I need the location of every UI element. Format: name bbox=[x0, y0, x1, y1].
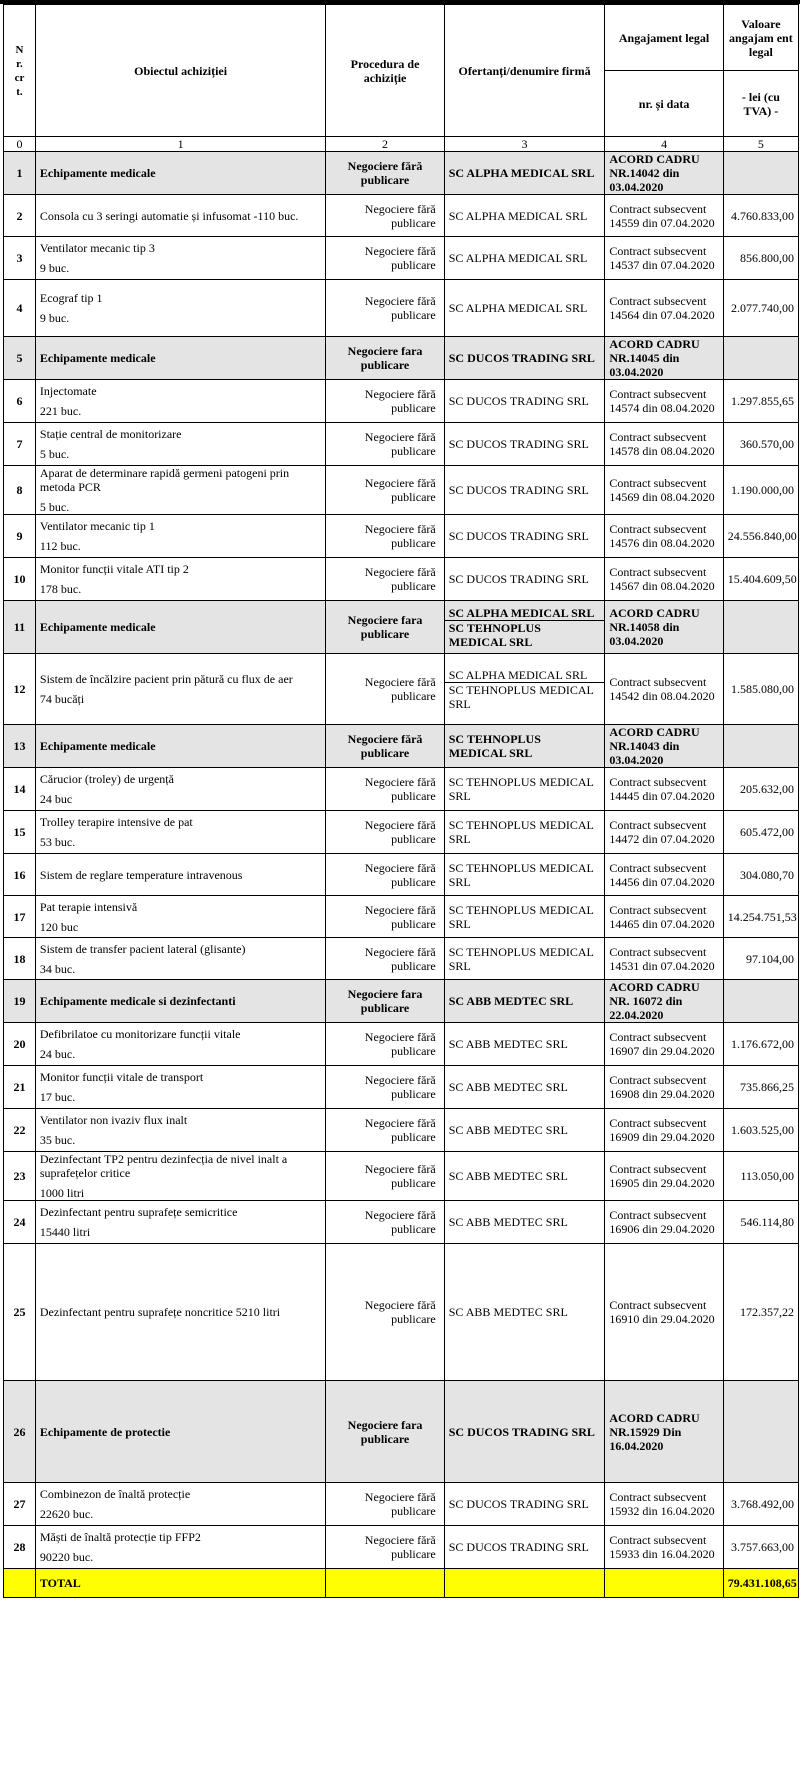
header-obiect: Obiectul achiziției bbox=[35, 5, 325, 137]
object-quantity: 9 buc. bbox=[39, 311, 70, 325]
object-name: Defibrilatoe cu monitorizare funcții vitale bbox=[39, 1027, 241, 1041]
row-number: 4 bbox=[4, 280, 36, 337]
object-name: Consola cu 3 seringi automatie și infusomat -110 buc. bbox=[39, 208, 299, 223]
value-cell: 304.080,70 bbox=[723, 854, 798, 896]
object-name: Echipamente medicale bbox=[39, 620, 156, 634]
object-name: Măști de înaltă protecție tip FFP2 bbox=[39, 1530, 201, 1544]
row-number: 9 bbox=[4, 515, 36, 558]
group-row bbox=[4, 601, 799, 654]
row-number: 19 bbox=[4, 980, 36, 1023]
legal-commitment-cell: Contract subsecvent 14569 din 08.04.2020 bbox=[605, 466, 723, 515]
table-row bbox=[4, 654, 799, 725]
column-index-row bbox=[4, 137, 799, 152]
procedure-cell: Negociere fără publicare bbox=[326, 1244, 444, 1381]
table-row bbox=[4, 280, 799, 337]
procedure-cell: Negociere fara publicare bbox=[326, 1381, 444, 1483]
object-quantity: 53 buc. bbox=[39, 835, 76, 849]
legal-commitment-cell: ACORD CADRU NR. 16072 din 22.04.2020 bbox=[605, 980, 723, 1023]
table-row bbox=[4, 854, 799, 896]
row-number: 1 bbox=[4, 152, 36, 195]
procedure-cell: Negociere fără publicare bbox=[326, 423, 444, 466]
value-cell: 1.190.000,00 bbox=[723, 466, 798, 515]
row-number: 3 bbox=[4, 237, 36, 280]
row-number: 22 bbox=[4, 1109, 36, 1152]
total-label: TOTAL bbox=[35, 1569, 325, 1598]
supplier-cell: SC ABB MEDTEC SRL bbox=[444, 1023, 605, 1066]
object-name: Sistem de transfer pacient lateral (glisante) bbox=[39, 941, 246, 956]
object-cell bbox=[35, 1201, 325, 1244]
supplier-cell bbox=[444, 601, 605, 654]
value-cell: 3.757.663,00 bbox=[723, 1526, 798, 1569]
object-name: Ventilator mecanic tip 1 bbox=[39, 519, 155, 533]
table-row bbox=[4, 515, 799, 558]
object-cell bbox=[35, 1526, 325, 1569]
legal-commitment-cell: ACORD CADRU NR.14043 din 03.04.2020 bbox=[605, 725, 723, 768]
table-row bbox=[4, 237, 799, 280]
legal-commitment-cell: Contract subsecvent 16909 din 29.04.2020 bbox=[605, 1109, 723, 1152]
total-value: 79.431.108,65 bbox=[723, 1569, 798, 1598]
col-index: 5 bbox=[723, 137, 798, 152]
object-name: Cărucior (troley) de urgență bbox=[39, 772, 174, 786]
row-number: 16 bbox=[4, 854, 36, 896]
supplier-cell: SC DUCOS TRADING SRL bbox=[444, 423, 605, 466]
procedure-cell: Negociere fara publicare bbox=[326, 601, 444, 654]
object-cell bbox=[35, 280, 325, 337]
supplier-cell: SC DUCOS TRADING SRL bbox=[444, 1526, 605, 1569]
legal-commitment-cell: Contract subsecvent 14574 din 08.04.2020 bbox=[605, 380, 723, 423]
object-name: Injectomate bbox=[39, 384, 97, 398]
procedure-cell: Negociere fara publicare bbox=[326, 337, 444, 380]
object-name: Echipamente medicale bbox=[39, 166, 156, 180]
object-cell bbox=[35, 938, 325, 980]
object-name: Stație central de monitorizare bbox=[39, 427, 182, 441]
total-empty-cell bbox=[326, 1569, 444, 1598]
total-empty-cell bbox=[444, 1569, 605, 1598]
value-cell: 1.297.855,65 bbox=[723, 380, 798, 423]
legal-commitment-cell: ACORD CADRU NR.14058 din 03.04.2020 bbox=[605, 601, 723, 654]
supplier-cell: SC ABB MEDTEC SRL bbox=[444, 980, 605, 1023]
object-cell bbox=[35, 601, 325, 654]
group-row bbox=[4, 337, 799, 380]
supplier-cell bbox=[444, 654, 605, 725]
object-quantity: 22620 buc. bbox=[39, 1507, 94, 1521]
object-cell bbox=[35, 237, 325, 280]
table-row bbox=[4, 1201, 799, 1244]
supplier-cell: SC DUCOS TRADING SRL bbox=[444, 1381, 605, 1483]
supplier-name-2: SC TEHNOPLUS MEDICAL SRL bbox=[445, 620, 605, 649]
object-cell bbox=[35, 1023, 325, 1066]
value-cell: 546.114,80 bbox=[723, 1201, 798, 1244]
header-angajament: Angajament legal bbox=[605, 5, 723, 71]
object-cell bbox=[35, 380, 325, 423]
object-name: Trolley terapire intensive de pat bbox=[39, 815, 193, 829]
legal-commitment-cell: Contract subsecvent 15933 din 16.04.2020 bbox=[605, 1526, 723, 1569]
supplier-name: SC ALPHA MEDICAL SRL bbox=[448, 605, 595, 620]
object-cell bbox=[35, 1066, 325, 1109]
object-quantity: 221 buc. bbox=[39, 404, 82, 418]
value-cell: 113.050,00 bbox=[723, 1152, 798, 1201]
total-empty-cell bbox=[4, 1569, 36, 1598]
legal-commitment-cell: Contract subsecvent 14531 din 07.04.2020 bbox=[605, 938, 723, 980]
object-quantity: 112 buc. bbox=[39, 539, 81, 553]
group-row bbox=[4, 1381, 799, 1483]
object-quantity: 15440 litri bbox=[39, 1225, 91, 1239]
col-index: 2 bbox=[326, 137, 444, 152]
row-number: 13 bbox=[4, 725, 36, 768]
object-cell bbox=[35, 654, 325, 725]
value-cell: 172.357,22 bbox=[723, 1244, 798, 1381]
object-name: Echipamente de protectie bbox=[39, 1424, 171, 1439]
object-quantity: 178 buc. bbox=[39, 582, 82, 596]
object-cell bbox=[35, 195, 325, 237]
procedure-cell: Negociere fără publicare bbox=[326, 237, 444, 280]
table-row bbox=[4, 938, 799, 980]
procedure-cell: Negociere fără publicare bbox=[326, 811, 444, 854]
value-cell: 15.404.609,50 bbox=[723, 558, 798, 601]
row-number: 7 bbox=[4, 423, 36, 466]
legal-commitment-cell: Contract subsecvent 14472 din 07.04.2020 bbox=[605, 811, 723, 854]
legal-commitment-cell: Contract subsecvent 14578 din 08.04.2020 bbox=[605, 423, 723, 466]
supplier-cell: SC DUCOS TRADING SRL bbox=[444, 337, 605, 380]
object-name: Dezinfectant pentru suprafețe semicritice bbox=[39, 1205, 238, 1219]
header-nr: N r. cr t. bbox=[4, 5, 36, 137]
object-quantity: 35 buc. bbox=[39, 1133, 76, 1147]
object-quantity: 1000 litri bbox=[39, 1186, 85, 1200]
value-cell: 856.800,00 bbox=[723, 237, 798, 280]
object-name: Echipamente medicale bbox=[39, 351, 156, 365]
legal-commitment-cell: Contract subsecvent 14567 din 08.04.2020 bbox=[605, 558, 723, 601]
value-cell: 1.176.672,00 bbox=[723, 1023, 798, 1066]
row-number: 24 bbox=[4, 1201, 36, 1244]
supplier-name: SC ALPHA MEDICAL SRL bbox=[448, 667, 588, 682]
procedure-cell: Negociere fără publicare bbox=[326, 768, 444, 811]
object-cell bbox=[35, 896, 325, 938]
table-row bbox=[4, 896, 799, 938]
procedure-cell: Negociere fără publicare bbox=[326, 1201, 444, 1244]
object-cell bbox=[35, 980, 325, 1023]
row-number: 23 bbox=[4, 1152, 36, 1201]
supplier-cell: SC DUCOS TRADING SRL bbox=[444, 466, 605, 515]
table-row bbox=[4, 1526, 799, 1569]
value-cell: 3.768.492,00 bbox=[723, 1483, 798, 1526]
object-cell bbox=[35, 515, 325, 558]
table-row bbox=[4, 1066, 799, 1109]
object-quantity: 17 buc. bbox=[39, 1090, 76, 1104]
header-procedura: Procedura de achiziție bbox=[326, 5, 444, 137]
procedure-cell: Negociere fără publicare bbox=[326, 152, 444, 195]
supplier-cell: SC DUCOS TRADING SRL bbox=[444, 515, 605, 558]
legal-commitment-cell: Contract subsecvent 14559 din 07.04.2020 bbox=[605, 195, 723, 237]
table-row bbox=[4, 380, 799, 423]
procedure-cell: Negociere fără publicare bbox=[326, 854, 444, 896]
object-cell bbox=[35, 152, 325, 195]
row-number: 10 bbox=[4, 558, 36, 601]
row-number: 15 bbox=[4, 811, 36, 854]
legal-commitment-cell: Contract subsecvent 15932 din 16.04.2020 bbox=[605, 1483, 723, 1526]
value-cell bbox=[723, 601, 798, 654]
legal-commitment-cell: Contract subsecvent 16908 din 29.04.2020 bbox=[605, 1066, 723, 1109]
supplier-cell: SC ABB MEDTEC SRL bbox=[444, 1152, 605, 1201]
value-cell: 1.603.525,00 bbox=[723, 1109, 798, 1152]
object-name: Ventilator non ivaziv flux inalt bbox=[39, 1113, 188, 1127]
row-number: 18 bbox=[4, 938, 36, 980]
object-name: Dezinfectant TP2 pentru dezinfecția de nivel inalt a suprafețelor critice bbox=[39, 1152, 288, 1180]
procedure-cell: Negociere fără publicare bbox=[326, 558, 444, 601]
object-name: Sistem de reglare temperature intravenous bbox=[39, 867, 243, 882]
col-index: 1 bbox=[35, 137, 325, 152]
supplier-cell: SC TEHNOPLUS MEDICAL SRL bbox=[444, 938, 605, 980]
procedure-cell: Negociere fără publicare bbox=[326, 896, 444, 938]
object-quantity: 24 buc. bbox=[39, 1047, 76, 1061]
procedure-cell: Negociere fără publicare bbox=[326, 1152, 444, 1201]
legal-commitment-cell: Contract subsecvent 16905 din 29.04.2020 bbox=[605, 1152, 723, 1201]
table-row bbox=[4, 1152, 799, 1201]
value-cell: 24.556.840,00 bbox=[723, 515, 798, 558]
object-name: Ventilator mecanic tip 3 bbox=[39, 241, 155, 255]
row-number: 17 bbox=[4, 896, 36, 938]
supplier-cell: SC TEHNOPLUS MEDICAL SRL bbox=[444, 854, 605, 896]
table-row bbox=[4, 811, 799, 854]
table-row bbox=[4, 466, 799, 515]
object-quantity: 24 buc bbox=[39, 792, 73, 806]
table-row bbox=[4, 423, 799, 466]
supplier-cell: SC DUCOS TRADING SRL bbox=[444, 1483, 605, 1526]
procedure-cell: Negociere fără publicare bbox=[326, 280, 444, 337]
object-name: Sistem de încălzire pacient prin pătură cu flux de aer bbox=[39, 672, 293, 686]
row-number: 6 bbox=[4, 380, 36, 423]
value-cell: 1.585.080,00 bbox=[723, 654, 798, 725]
object-name: Echipamente medicale bbox=[39, 739, 156, 753]
object-quantity: 34 buc. bbox=[39, 961, 76, 976]
object-cell bbox=[35, 1109, 325, 1152]
procedure-cell: Negociere fără publicare bbox=[326, 1526, 444, 1569]
object-cell bbox=[35, 1152, 325, 1201]
table-row bbox=[4, 1023, 799, 1066]
legal-commitment-cell: Contract subsecvent 14542 din 08.04.2020 bbox=[605, 654, 723, 725]
object-cell bbox=[35, 1483, 325, 1526]
object-quantity: 74 bucăți bbox=[39, 692, 85, 706]
value-cell bbox=[723, 1381, 798, 1483]
header-nr-data: nr. și data bbox=[605, 71, 723, 137]
object-cell bbox=[35, 1381, 325, 1483]
row-number: 26 bbox=[4, 1381, 36, 1483]
legal-commitment-cell: Contract subsecvent 14456 din 07.04.2020 bbox=[605, 854, 723, 896]
object-name: Pat terapie intensivă bbox=[39, 899, 138, 914]
table-row bbox=[4, 558, 799, 601]
supplier-cell: SC ALPHA MEDICAL SRL bbox=[444, 280, 605, 337]
value-cell: 605.472,00 bbox=[723, 811, 798, 854]
object-name: Dezinfectant pentru suprafețe noncritice 5210 litri bbox=[39, 1305, 281, 1319]
procedure-cell: Negociere fără publicare bbox=[326, 1023, 444, 1066]
legal-commitment-cell: Contract subsecvent 14465 din 07.04.2020 bbox=[605, 896, 723, 938]
value-cell: 735.866,25 bbox=[723, 1066, 798, 1109]
table-row bbox=[4, 1244, 799, 1381]
value-cell bbox=[723, 725, 798, 768]
supplier-cell: SC TEHNOPLUS MEDICAL SRL bbox=[444, 811, 605, 854]
supplier-cell: SC ABB MEDTEC SRL bbox=[444, 1201, 605, 1244]
legal-commitment-cell: Contract subsecvent 14445 din 07.04.2020 bbox=[605, 768, 723, 811]
total-row bbox=[4, 1569, 799, 1598]
total-empty-cell bbox=[605, 1569, 723, 1598]
procedure-cell: Negociere fără publicare bbox=[326, 725, 444, 768]
value-cell: 360.570,00 bbox=[723, 423, 798, 466]
col-index: 0 bbox=[4, 137, 36, 152]
object-cell bbox=[35, 1244, 325, 1381]
object-name: Echipamente medicale si dezinfectanti bbox=[39, 994, 236, 1008]
row-number: 14 bbox=[4, 768, 36, 811]
procedure-cell: Negociere fără publicare bbox=[326, 380, 444, 423]
supplier-cell: SC TEHNOPLUS MEDICAL SRL bbox=[444, 768, 605, 811]
object-name: Monitor funcții vitale ATI tip 2 bbox=[39, 562, 189, 576]
object-cell bbox=[35, 558, 325, 601]
object-cell bbox=[35, 423, 325, 466]
supplier-cell: SC ABB MEDTEC SRL bbox=[444, 1109, 605, 1152]
procedure-cell: Negociere fără publicare bbox=[326, 466, 444, 515]
table-row bbox=[4, 195, 799, 237]
object-quantity: 5 buc. bbox=[39, 447, 70, 461]
procedure-cell: Negociere fără publicare bbox=[326, 938, 444, 980]
object-cell bbox=[35, 854, 325, 896]
supplier-cell: SC TEHNOPLUS MEDICAL SRL bbox=[444, 896, 605, 938]
table-row bbox=[4, 1109, 799, 1152]
legal-commitment-cell: Contract subsecvent 16906 din 29.04.2020 bbox=[605, 1201, 723, 1244]
row-number: 8 bbox=[4, 466, 36, 515]
value-cell bbox=[723, 980, 798, 1023]
legal-commitment-cell: Contract subsecvent 14537 din 07.04.2020 bbox=[605, 237, 723, 280]
row-number: 20 bbox=[4, 1023, 36, 1066]
row-number: 27 bbox=[4, 1483, 36, 1526]
col-index: 4 bbox=[605, 137, 723, 152]
group-row bbox=[4, 152, 799, 195]
supplier-cell: SC ALPHA MEDICAL SRL bbox=[444, 237, 605, 280]
supplier-cell: SC DUCOS TRADING SRL bbox=[444, 380, 605, 423]
supplier-cell: SC ABB MEDTEC SRL bbox=[444, 1244, 605, 1381]
object-cell bbox=[35, 811, 325, 854]
supplier-cell: SC ALPHA MEDICAL SRL bbox=[444, 195, 605, 237]
supplier-cell: SC ABB MEDTEC SRL bbox=[444, 1066, 605, 1109]
procurement-table bbox=[3, 4, 799, 1598]
procedure-cell: Negociere fără publicare bbox=[326, 1483, 444, 1526]
value-cell bbox=[723, 152, 798, 195]
legal-commitment-cell: Contract subsecvent 16910 din 29.04.2020 bbox=[605, 1244, 723, 1381]
row-number: 28 bbox=[4, 1526, 36, 1569]
table-row bbox=[4, 768, 799, 811]
procedure-cell: Negociere fără publicare bbox=[326, 195, 444, 237]
legal-commitment-cell: Contract subsecvent 14576 din 08.04.2020 bbox=[605, 515, 723, 558]
object-name: Monitor funcții vitale de transport bbox=[39, 1070, 204, 1084]
header-ofertanti: Ofertanți/denumire firmă bbox=[444, 5, 605, 137]
group-row bbox=[4, 980, 799, 1023]
procedure-cell: Negociere fără publicare bbox=[326, 1066, 444, 1109]
legal-commitment-cell: ACORD CADRU NR.14042 din 03.04.2020 bbox=[605, 152, 723, 195]
row-number: 2 bbox=[4, 195, 36, 237]
header-valoare: Valoare angajam ent legal bbox=[723, 5, 798, 71]
value-cell bbox=[723, 337, 798, 380]
supplier-cell: SC ALPHA MEDICAL SRL bbox=[444, 152, 605, 195]
object-cell bbox=[35, 768, 325, 811]
row-number: 25 bbox=[4, 1244, 36, 1381]
value-cell: 97.104,00 bbox=[723, 938, 798, 980]
legal-commitment-cell: ACORD CADRU NR.15929 Din 16.04.2020 bbox=[605, 1381, 723, 1483]
procedure-cell: Negociere fara publicare bbox=[326, 980, 444, 1023]
value-cell: 2.077.740,00 bbox=[723, 280, 798, 337]
object-cell bbox=[35, 725, 325, 768]
group-row bbox=[4, 725, 799, 768]
header-lei: - lei (cu TVA) - bbox=[723, 71, 798, 137]
value-cell: 4.760.833,00 bbox=[723, 195, 798, 237]
procedure-cell: Negociere fără publicare bbox=[326, 1109, 444, 1152]
object-quantity: 90220 buc. bbox=[39, 1550, 94, 1564]
object-name: Aparat de determinare rapidă germeni patogeni prin metoda PCR bbox=[39, 466, 290, 494]
table-row bbox=[4, 1483, 799, 1526]
object-cell bbox=[35, 466, 325, 515]
legal-commitment-cell: Contract subsecvent 14564 din 07.04.2020 bbox=[605, 280, 723, 337]
procedure-cell: Negociere fără publicare bbox=[326, 654, 444, 725]
supplier-cell: SC TEHNOPLUS MEDICAL SRL bbox=[444, 725, 605, 768]
object-name: Ecograf tip 1 bbox=[39, 291, 103, 305]
object-quantity: 120 buc bbox=[39, 919, 79, 934]
object-quantity: 5 buc. bbox=[39, 500, 70, 514]
supplier-name-2: SC TEHNOPLUS MEDICAL SRL bbox=[445, 682, 605, 711]
supplier-cell: SC DUCOS TRADING SRL bbox=[444, 558, 605, 601]
legal-commitment-cell: ACORD CADRU NR.14045 din 03.04.2020 bbox=[605, 337, 723, 380]
header-row bbox=[4, 5, 799, 71]
object-name: Combinezon de înaltă protecție bbox=[39, 1487, 191, 1501]
object-cell bbox=[35, 337, 325, 380]
row-number: 12 bbox=[4, 654, 36, 725]
object-quantity: 9 buc. bbox=[39, 261, 70, 275]
value-cell: 205.632,00 bbox=[723, 768, 798, 811]
row-number: 5 bbox=[4, 337, 36, 380]
row-number: 21 bbox=[4, 1066, 36, 1109]
col-index: 3 bbox=[444, 137, 605, 152]
value-cell: 14.254.751,53 bbox=[723, 896, 798, 938]
procedure-cell: Negociere fără publicare bbox=[326, 515, 444, 558]
legal-commitment-cell: Contract subsecvent 16907 din 29.04.2020 bbox=[605, 1023, 723, 1066]
row-number: 11 bbox=[4, 601, 36, 654]
